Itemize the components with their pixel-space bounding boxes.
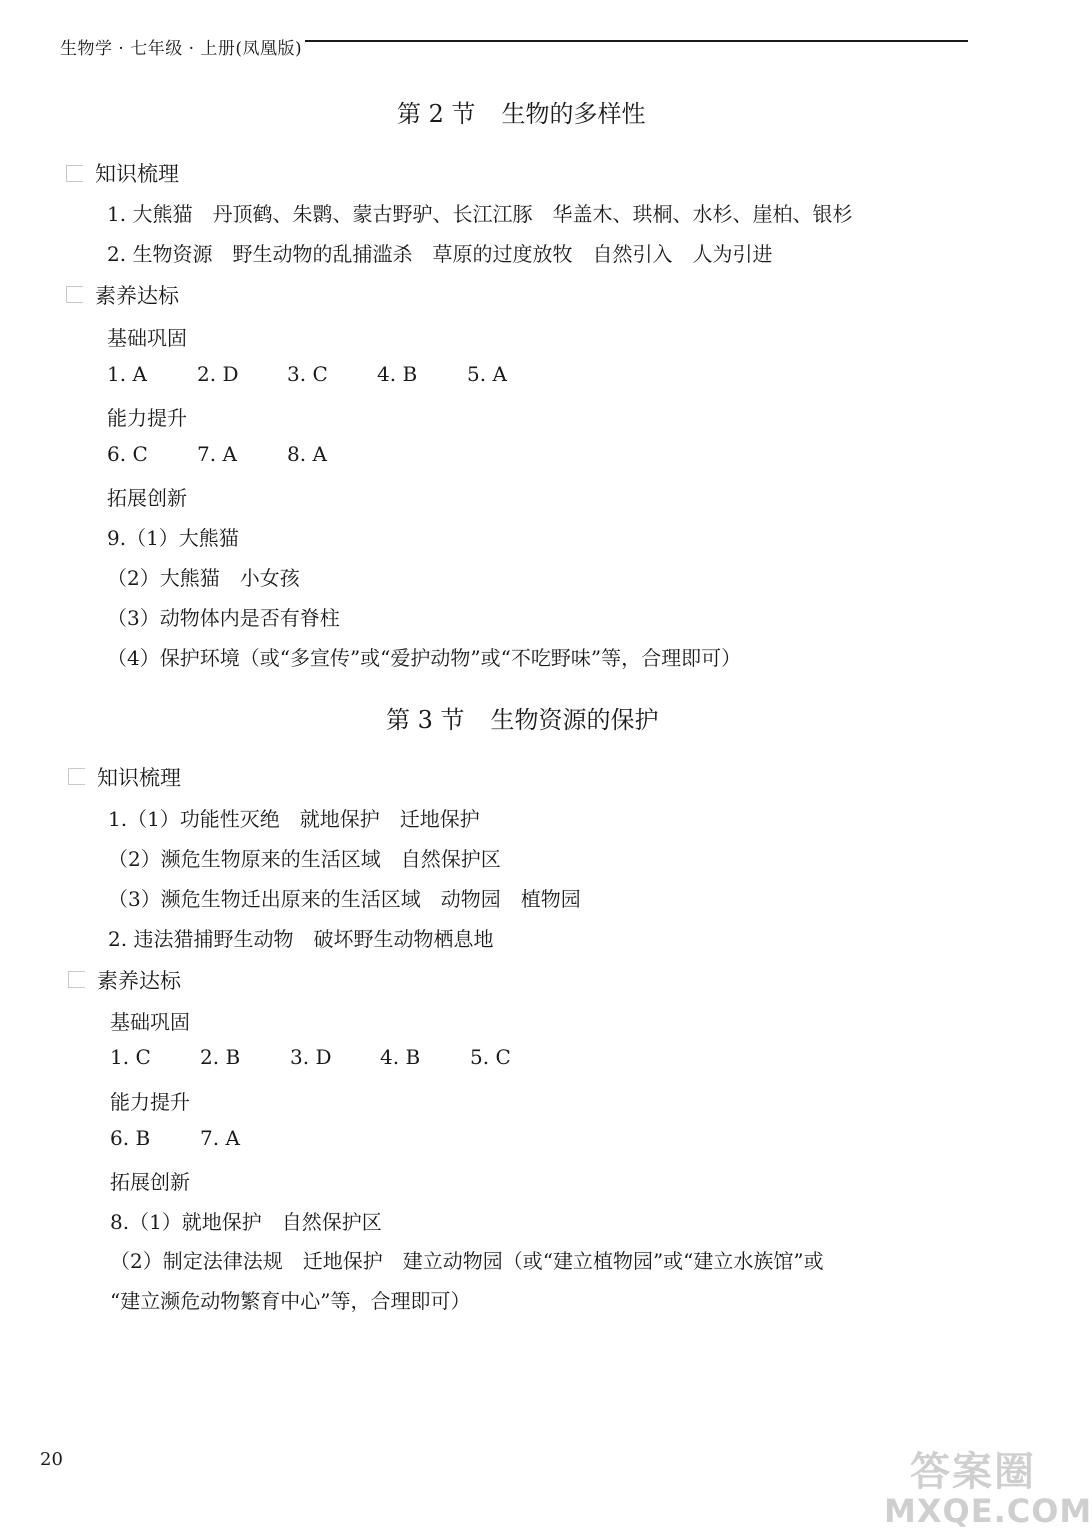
answer-item: 4. B bbox=[377, 362, 418, 386]
section-3-ability-label: 能力提升 bbox=[110, 1090, 190, 1114]
heading-box bbox=[68, 971, 85, 988]
section-2-title bbox=[397, 94, 646, 129]
section-2-extend-label: 拓展创新 bbox=[107, 486, 187, 510]
section-3-extend-line-3: “建立濒危动物繁育中心”等，合理即可） bbox=[110, 1289, 471, 1313]
section-3-practice-heading: 素养达标 bbox=[97, 969, 181, 993]
section-2-extend-line-4: （4）保护环境（或“多宣传”或“爱护动物”或“不吃野味”等，合理即可） bbox=[107, 646, 742, 670]
answer-item: 3. D bbox=[290, 1045, 332, 1069]
heading-box bbox=[66, 165, 83, 182]
section-3-extend-line-2: （2）制定法律法规 迁地保护 建立动物园（或“建立植物园”或“建立水族馆”或 bbox=[110, 1249, 824, 1273]
section-2-number: 第 2 节 bbox=[397, 100, 476, 128]
answer-item: 2. B bbox=[200, 1045, 241, 1069]
section-2-extend-line-1: 9.（1）大熊猫 bbox=[107, 526, 239, 550]
answer-item: 2. D bbox=[197, 362, 239, 386]
section-3-extend-line-1: 8.（1）就地保护 自然保护区 bbox=[110, 1210, 382, 1234]
section-2-extend-line-2: （2）大熊猫 小女孩 bbox=[107, 566, 300, 590]
watermark-top-text: 答案圈 bbox=[910, 1449, 1036, 1495]
section-3-basic-answers bbox=[110, 1045, 511, 1069]
section-2-practice-heading: 素养达标 bbox=[95, 284, 179, 308]
answer-item: 1. C bbox=[110, 1045, 151, 1069]
heading-box bbox=[68, 768, 85, 785]
section-3-name: 生物资源的保护 bbox=[490, 706, 659, 734]
header-rule bbox=[305, 40, 968, 42]
section-2-extend-line-3: （3）动物体内是否有脊柱 bbox=[107, 606, 340, 630]
page-number: 20 bbox=[40, 1449, 63, 1470]
section-3-extend-label: 拓展创新 bbox=[110, 1170, 190, 1194]
section-2-knowledge-line-1: 1. 大熊猫 丹顶鹤、朱鹮、蒙古野驴、长江江豚 华盖木、珙桐、水杉、崖柏、银杉 bbox=[107, 202, 853, 226]
answer-item: 1. A bbox=[107, 362, 147, 386]
section-2-ability-answers bbox=[107, 442, 327, 466]
answer-item: 8. A bbox=[287, 442, 327, 466]
answer-item: 3. C bbox=[287, 362, 328, 386]
section-2-basic-answers bbox=[107, 362, 507, 386]
section-3-knowledge-line-2: （2）濒危生物原来的生活区域 自然保护区 bbox=[108, 847, 501, 871]
answer-item: 6. C bbox=[107, 442, 148, 466]
section-3-knowledge-line-4: 2. 违法猎捕野生动物 破坏野生动物栖息地 bbox=[108, 927, 494, 951]
section-2-knowledge-line-2: 2. 生物资源 野生动物的乱捕滥杀 草原的过度放牧 自然引入 人为引进 bbox=[107, 242, 773, 266]
answer-item: 5. A bbox=[467, 362, 507, 386]
section-2-knowledge-heading: 知识梳理 bbox=[95, 162, 179, 186]
watermark-logo bbox=[880, 1440, 1092, 1530]
section-2-name: 生物的多样性 bbox=[501, 100, 646, 128]
section-3-number: 第 3 节 bbox=[386, 706, 465, 734]
section-3-knowledge-line-1: 1.（1）功能性灭绝 就地保护 迁地保护 bbox=[108, 807, 480, 831]
section-2-basic-label: 基础巩固 bbox=[107, 326, 187, 350]
section-3-knowledge-line-3: （3）濒危生物迁出原来的生活区域 动物园 植物园 bbox=[108, 887, 581, 911]
heading-box bbox=[66, 286, 83, 303]
section-3-knowledge-heading: 知识梳理 bbox=[97, 766, 181, 790]
section-2-ability-label: 能力提升 bbox=[107, 406, 187, 430]
section-3-basic-label: 基础巩固 bbox=[110, 1010, 190, 1034]
watermark-bottom-text: MXQE.COM bbox=[884, 1492, 1092, 1530]
section-3-ability-answers bbox=[110, 1126, 240, 1150]
section-3-title bbox=[386, 700, 659, 735]
answer-item: 4. B bbox=[380, 1045, 421, 1069]
answer-item: 7. A bbox=[197, 442, 237, 466]
book-title: 生物学 · 七年级 · 上册(凤凰版) bbox=[60, 39, 303, 59]
answer-item: 7. A bbox=[200, 1126, 240, 1150]
answer-item: 5. C bbox=[470, 1045, 511, 1069]
answer-item: 6. B bbox=[110, 1126, 151, 1150]
